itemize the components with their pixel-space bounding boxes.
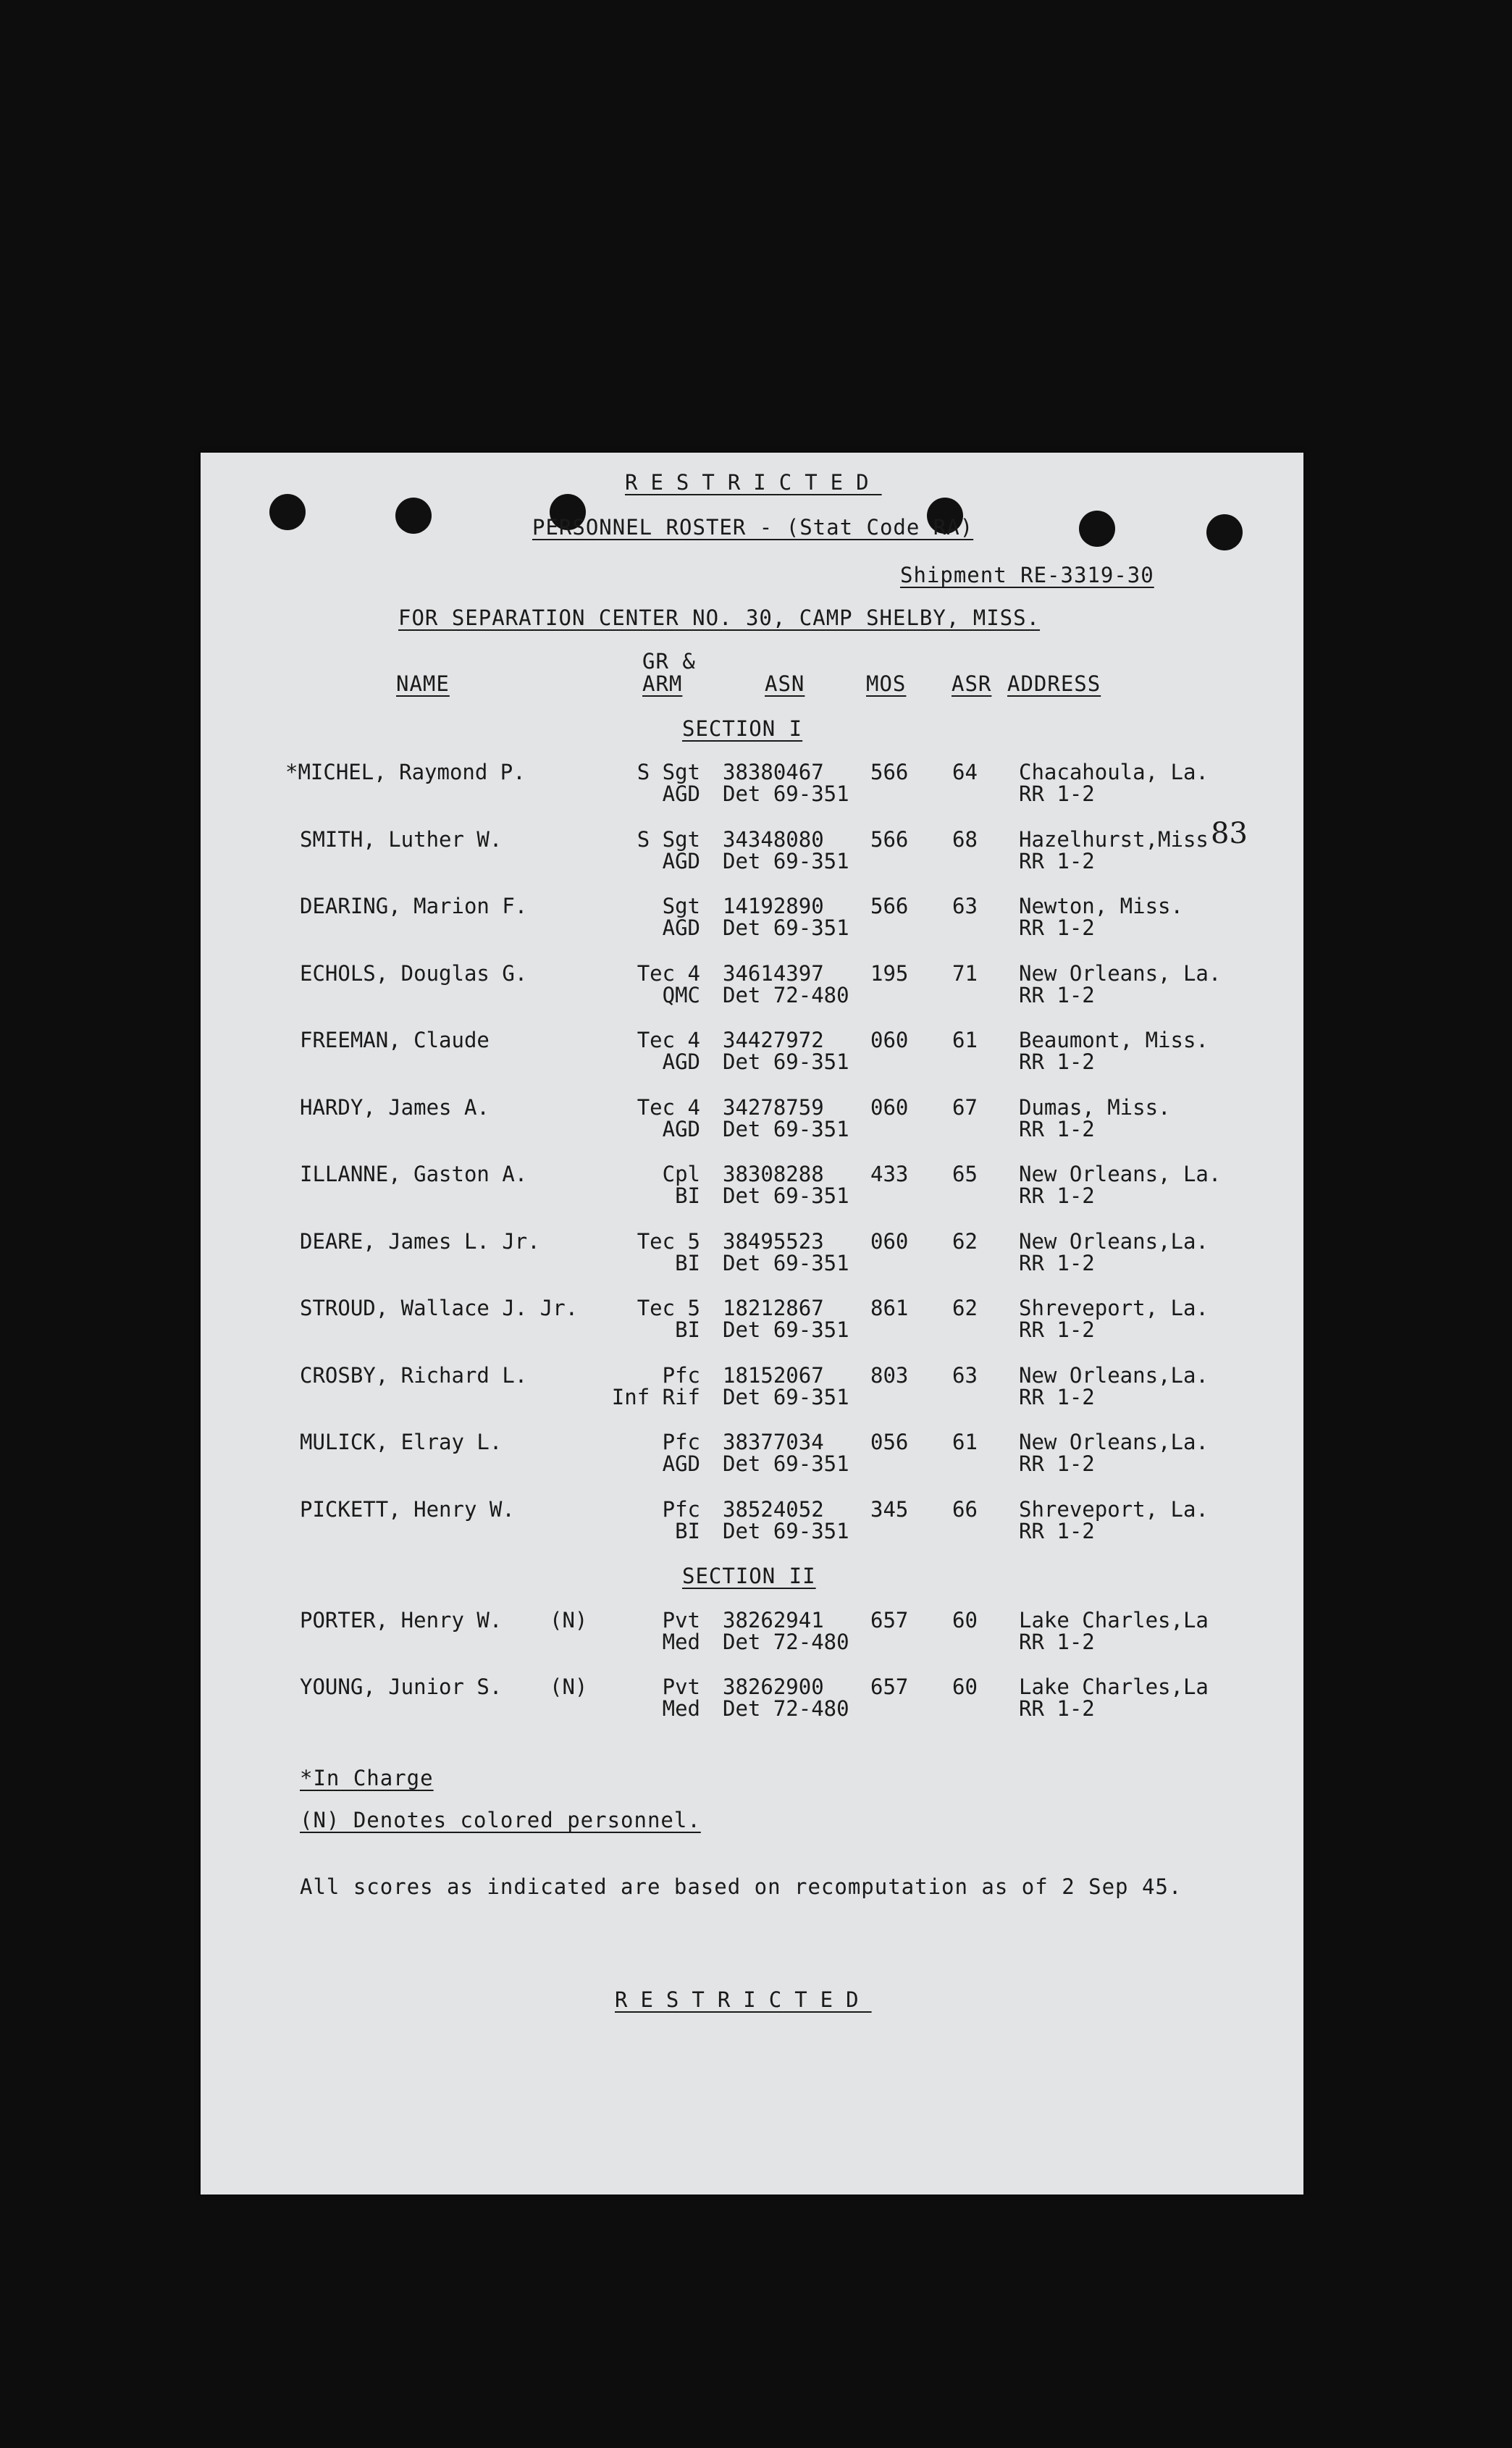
- cell-unit: Det 69-351: [723, 1518, 849, 1543]
- cell-asn: 38262941: [723, 1608, 824, 1632]
- cell-arm: BI: [675, 1183, 700, 1208]
- cell-address-city: Lake Charles,La: [1019, 1608, 1209, 1632]
- cell-mos: 566: [870, 760, 909, 784]
- cell-asr: 64: [952, 760, 978, 784]
- cell-unit: Det 69-351: [723, 781, 849, 806]
- punch-hole-1: [269, 494, 306, 530]
- cell-asr: 61: [952, 1430, 978, 1454]
- cell-address-route: RR 1-2: [1019, 1116, 1095, 1141]
- cell-name: MULICK, Elray L.: [300, 1430, 503, 1454]
- cell-address-city: Dumas, Miss.: [1019, 1094, 1171, 1120]
- cell-grade: Tec 4: [637, 1094, 700, 1120]
- cell-address-route: RR 1-2: [1019, 1250, 1095, 1275]
- cell-mos: 861: [870, 1296, 909, 1320]
- cell-grade: S Sgt: [637, 760, 700, 784]
- cell-asn: 38262900: [723, 1674, 824, 1699]
- cell-name: STROUD, Wallace J. Jr.: [300, 1296, 579, 1320]
- cell-address-route: RR 1-2: [1019, 781, 1095, 806]
- header-address: ADDRESS: [1007, 671, 1101, 696]
- header-name: NAME: [396, 671, 450, 696]
- shipment-number: Shipment RE-3319-30: [900, 563, 1154, 587]
- cell-address-route: RR 1-2: [1019, 1317, 1095, 1342]
- cell-address-route: RR 1-2: [1019, 1451, 1095, 1476]
- punch-hole-2: [395, 498, 432, 534]
- cell-asr: 65: [952, 1162, 978, 1186]
- cell-arm: AGD: [662, 781, 700, 806]
- cell-unit: Det 69-351: [723, 1317, 849, 1342]
- cell-grade: Cpl: [662, 1162, 700, 1186]
- header-grade-arm-top: GR &: [642, 649, 696, 674]
- cell-address-city: Beaumont, Miss.: [1019, 1028, 1209, 1052]
- cell-unit: Det 69-351: [723, 915, 849, 940]
- cell-asn: 18152067: [723, 1362, 824, 1388]
- cell-grade: Tec 4: [637, 1028, 700, 1052]
- cell-mos: 566: [870, 894, 909, 918]
- cell-name: PICKETT, Henry W.: [300, 1496, 515, 1522]
- cell-asn: 38524052: [723, 1496, 824, 1522]
- cell-asr: 71: [952, 960, 978, 986]
- cell-arm: Inf Rif: [611, 1384, 700, 1409]
- cell-arm: AGD: [662, 915, 700, 940]
- page-number: 83: [1211, 817, 1248, 850]
- cell-mos: 056: [870, 1430, 909, 1454]
- header-restricted: RESTRICTED: [625, 470, 882, 495]
- cell-arm: AGD: [662, 1451, 700, 1476]
- cell-name: PORTER, Henry W.: [300, 1608, 503, 1632]
- cell-address-route: RR 1-2: [1019, 1049, 1095, 1074]
- cell-mos: 803: [870, 1362, 909, 1388]
- cell-address-city: Shreveport, La.: [1019, 1496, 1209, 1522]
- cell-asn: 34348080: [723, 826, 824, 852]
- cell-grade: Pfc: [662, 1430, 700, 1454]
- cell-name: DEARE, James L. Jr.: [300, 1228, 540, 1254]
- cell-mos: 345: [870, 1496, 909, 1522]
- destination-line: FOR SEPARATION CENTER NO. 30, CAMP SHELBY, MISS.: [398, 605, 1041, 630]
- cell-unit: Det 69-351: [723, 848, 849, 873]
- cell-unit: Det 72-480: [723, 1696, 849, 1721]
- cell-mos: 060: [870, 1028, 909, 1052]
- footnote-colored: (N) Denotes colored personnel.: [300, 1808, 701, 1832]
- cell-unit: Det 72-480: [723, 1630, 849, 1654]
- cell-address-city: Chacahoula, La.: [1019, 760, 1209, 784]
- cell-mos: 657: [870, 1674, 909, 1699]
- cell-asn: 34278759: [723, 1094, 824, 1120]
- cell-address-city: New Orleans,La.: [1019, 1228, 1209, 1254]
- cell-unit: Det 69-351: [723, 1049, 849, 1074]
- cell-asn: 38377034: [723, 1430, 824, 1454]
- cell-arm: AGD: [662, 848, 700, 873]
- punch-hole-6: [1206, 514, 1243, 550]
- footnote-in-charge: *In Charge: [300, 1766, 434, 1790]
- roster-page: [201, 453, 1303, 2195]
- cell-mos: 060: [870, 1228, 909, 1254]
- section-1-label: SECTION I: [682, 716, 803, 741]
- cell-asr: 63: [952, 1362, 978, 1388]
- cell-address-route: RR 1-2: [1019, 1518, 1095, 1543]
- cell-address-route: RR 1-2: [1019, 848, 1095, 873]
- cell-address-route: RR 1-2: [1019, 1183, 1095, 1208]
- footnote-scores: All scores as indicated are based on recomputation as of 2 Sep 45.: [300, 1874, 1183, 1899]
- cell-arm: BI: [675, 1250, 700, 1275]
- cell-mos: 060: [870, 1094, 909, 1120]
- cell-name: YOUNG, Junior S.: [300, 1674, 503, 1699]
- cell-asr: 63: [952, 894, 978, 918]
- cell-address-route: RR 1-2: [1019, 1384, 1095, 1409]
- cell-arm: Med: [662, 1630, 700, 1654]
- cell-unit: Det 69-351: [723, 1451, 849, 1476]
- cell-address-route: RR 1-2: [1019, 1630, 1095, 1654]
- cell-colored-flag: (N): [550, 1674, 588, 1699]
- cell-address-route: RR 1-2: [1019, 915, 1095, 940]
- cell-asr: 60: [952, 1608, 978, 1632]
- cell-address-city: Shreveport, La.: [1019, 1296, 1209, 1320]
- cell-name: HARDY, James A.: [300, 1094, 490, 1120]
- cell-grade: Pvt: [662, 1608, 700, 1632]
- cell-address-route: RR 1-2: [1019, 982, 1095, 1007]
- cell-grade: Pfc: [662, 1496, 700, 1522]
- cell-unit: Det 69-351: [723, 1183, 849, 1208]
- cell-asr: 60: [952, 1674, 978, 1699]
- cell-colored-flag: (N): [550, 1608, 588, 1632]
- cell-name: DEARING, Marion F.: [300, 894, 528, 918]
- cell-mos: 195: [870, 960, 909, 986]
- header-grade-arm-bottom: ARM: [642, 671, 683, 696]
- cell-name: *MICHEL, Raymond P.: [285, 760, 526, 784]
- cell-grade: Pvt: [662, 1674, 700, 1699]
- cell-name: ECHOLS, Douglas G.: [300, 960, 528, 986]
- header-asn: ASN: [765, 671, 805, 696]
- cell-name: FREEMAN, Claude: [300, 1028, 490, 1052]
- cell-asn: 18212867: [723, 1296, 824, 1320]
- cell-asn: 38495523: [723, 1228, 824, 1254]
- cell-grade: Sgt: [662, 894, 700, 918]
- cell-grade: Pfc: [662, 1362, 700, 1388]
- cell-name: CROSBY, Richard L.: [300, 1362, 528, 1388]
- cell-asr: 66: [952, 1496, 978, 1522]
- cell-asr: 62: [952, 1296, 978, 1320]
- cell-address-city: New Orleans, La.: [1019, 1162, 1222, 1186]
- footer-restricted: RESTRICTED: [615, 1987, 872, 2012]
- cell-mos: 566: [870, 826, 909, 852]
- cell-asn: 14192890: [723, 894, 824, 918]
- cell-name: SMITH, Luther W.: [300, 826, 503, 852]
- cell-asr: 61: [952, 1028, 978, 1052]
- cell-unit: Det 72-480: [723, 982, 849, 1007]
- cell-address-city: Newton, Miss.: [1019, 894, 1183, 918]
- cell-address-city: New Orleans, La.: [1019, 960, 1222, 986]
- section-2-label: SECTION II: [682, 1564, 816, 1588]
- cell-unit: Det 69-351: [723, 1250, 849, 1275]
- header-asr: ASR: [952, 671, 992, 696]
- cell-grade: Tec 4: [637, 960, 700, 986]
- cell-arm: AGD: [662, 1116, 700, 1141]
- cell-mos: 433: [870, 1162, 909, 1186]
- cell-address-route: RR 1-2: [1019, 1696, 1095, 1721]
- cell-asr: 68: [952, 826, 978, 852]
- cell-asn: 34614397: [723, 960, 824, 986]
- cell-asn: 38308288: [723, 1162, 824, 1186]
- cell-unit: Det 69-351: [723, 1384, 849, 1409]
- cell-mos: 657: [870, 1608, 909, 1632]
- cell-grade: S Sgt: [637, 826, 700, 852]
- cell-address-city: New Orleans,La.: [1019, 1362, 1209, 1388]
- cell-unit: Det 69-351: [723, 1116, 849, 1141]
- roster-title: PERSONNEL ROSTER - (Stat Code RA): [532, 515, 974, 540]
- cell-grade: Tec 5: [637, 1296, 700, 1320]
- cell-grade: Tec 5: [637, 1228, 700, 1254]
- cell-arm: BI: [675, 1317, 700, 1342]
- cell-address-city: Hazelhurst,Miss: [1019, 826, 1209, 852]
- header-mos: MOS: [866, 671, 907, 696]
- cell-address-city: Lake Charles,La: [1019, 1674, 1209, 1699]
- cell-asr: 62: [952, 1228, 978, 1254]
- cell-address-city: New Orleans,La.: [1019, 1430, 1209, 1454]
- cell-arm: Med: [662, 1696, 700, 1721]
- cell-arm: BI: [675, 1518, 700, 1543]
- cell-arm: AGD: [662, 1049, 700, 1074]
- cell-asr: 67: [952, 1094, 978, 1120]
- cell-arm: QMC: [662, 982, 700, 1007]
- cell-asn: 34427972: [723, 1028, 824, 1052]
- punch-hole-5: [1079, 511, 1115, 547]
- cell-asn: 38380467: [723, 760, 824, 784]
- cell-name: ILLANNE, Gaston A.: [300, 1162, 528, 1186]
